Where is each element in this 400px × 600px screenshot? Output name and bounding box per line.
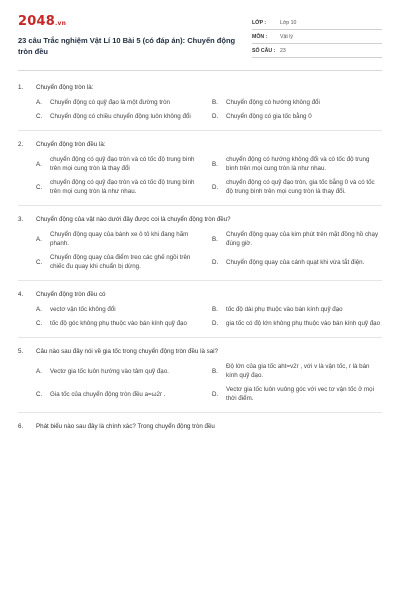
option-label: B. bbox=[212, 367, 218, 375]
option-label: A. bbox=[36, 235, 42, 243]
answer-option[interactable] bbox=[212, 362, 382, 380]
option-text: chuyển động có quỹ đạo tròn, gia tốc bằng 0 và có tốc độ trung bình trên mọi cung tròn là thay đổi. bbox=[226, 179, 375, 195]
option-label: D. bbox=[212, 113, 219, 120]
question-list bbox=[18, 83, 382, 431]
option-label: A. bbox=[36, 306, 42, 313]
meta-key: MÔN : bbox=[252, 33, 268, 40]
question-item bbox=[18, 347, 382, 403]
option-text: chuyển động có quỹ đạo tròn và có tốc độ trung bình trên mọi cung tròn là như nhau. bbox=[50, 179, 195, 195]
answer-option[interactable] bbox=[212, 155, 382, 173]
answer-option[interactable] bbox=[212, 178, 382, 196]
answer-option[interactable] bbox=[36, 362, 206, 380]
option-label: C. bbox=[36, 258, 43, 266]
option-text: Chuyển động quay của kim phút trên mặt đồng hồ chạy đúng giờ. bbox=[226, 231, 379, 247]
question-text: Câu nào sau đây nói về gia tốc trong chuyển động tròn đều là sai? bbox=[36, 348, 218, 355]
option-text: chuyển động có hướng không đổi và có tốc độ trung bình trên mọi cung tròn là như nhau. bbox=[226, 156, 370, 172]
option-text: Độ lớn của gia tốc aht=v2r , với v là vận tốc, r là bán kính quỹ đạo. bbox=[226, 363, 370, 379]
question-item bbox=[18, 215, 382, 271]
meta-value: Lớp 10 bbox=[280, 19, 297, 26]
option-text: Chuyển động có gia tốc bằng 0 bbox=[226, 113, 312, 120]
question-title bbox=[18, 347, 382, 356]
question-item bbox=[18, 290, 382, 328]
page-title: 23 câu Trắc nghiệm Vật Lí 10 Bài 5 (có đáp án): Chuyển động tròn đều bbox=[18, 36, 236, 56]
answer-option[interactable] bbox=[212, 230, 382, 248]
option-text: Gia tốc của chuyển động tròn đều a=ω2r . bbox=[50, 390, 166, 398]
option-text: tốc độ góc không phụ thuộc vào bán kính quỹ đạo bbox=[50, 320, 187, 327]
question-item bbox=[18, 422, 382, 431]
answer-option[interactable] bbox=[212, 112, 382, 121]
option-text: Chuyển động quay của bánh xe ô tô khi đang hãm phanh. bbox=[50, 231, 189, 247]
logo-main: 2048 bbox=[18, 14, 55, 29]
option-text: Vectơ gia tốc luôn vuông góc với vec tơ vận tốc ở mọi thời điểm. bbox=[226, 386, 374, 402]
answer-option[interactable] bbox=[36, 253, 206, 271]
question-text: Chuyển động tròn đều có bbox=[36, 291, 106, 298]
question-number: 4. bbox=[18, 291, 24, 298]
question-divider bbox=[18, 205, 382, 206]
option-label: D. bbox=[212, 183, 219, 191]
question-number: 2. bbox=[18, 141, 24, 148]
header-divider bbox=[18, 70, 382, 71]
option-label: A. bbox=[36, 99, 42, 106]
question-number: 6. bbox=[18, 423, 24, 430]
meta-value: Vật lý bbox=[280, 33, 293, 40]
answer-options bbox=[36, 362, 382, 403]
question-title bbox=[18, 215, 382, 224]
question-text: Phát biểu nào sau đây là chính xác? Trong chuyển động tròn đều bbox=[36, 423, 215, 430]
answer-option[interactable] bbox=[212, 305, 382, 314]
answer-option[interactable] bbox=[36, 230, 206, 248]
option-text: Chuyển động quay của điểm treo các ghế ngồi trên chiếc đu quay khi chuẩn bị dừng. bbox=[50, 254, 191, 270]
option-label: C. bbox=[36, 183, 43, 191]
question-number: 5. bbox=[18, 348, 24, 355]
question-divider bbox=[18, 280, 382, 281]
answer-option[interactable] bbox=[36, 112, 206, 121]
question-divider bbox=[18, 412, 382, 413]
option-text: vectơ vận tốc không đổi bbox=[50, 306, 116, 313]
option-text: tốc độ dài phụ thuộc vào bán kính quỹ đạo bbox=[226, 306, 343, 313]
meta-key: LỚP : bbox=[252, 19, 267, 26]
question-number: 1. bbox=[18, 84, 24, 91]
option-label: B. bbox=[212, 99, 218, 106]
answer-option[interactable] bbox=[36, 178, 206, 196]
meta-value: 23 bbox=[280, 47, 286, 54]
question-text: Chuyển động tròn đều là: bbox=[36, 141, 106, 148]
option-text: chuyển động có quỹ đạo tròn và có tốc độ trung bình trên mọi cung tròn là thay đổi bbox=[50, 156, 195, 172]
option-text: Chuyển động quay của cánh quạt khi vừa tắt điện. bbox=[226, 258, 365, 266]
answer-options bbox=[36, 230, 382, 271]
answer-option[interactable] bbox=[36, 305, 206, 314]
option-label: B. bbox=[212, 235, 218, 243]
answer-option[interactable] bbox=[212, 319, 382, 328]
question-title bbox=[18, 83, 382, 92]
option-text: Chuyển động có quỹ đạo là một đường tròn bbox=[50, 99, 170, 106]
option-label: B. bbox=[212, 306, 218, 313]
meta-row-count bbox=[252, 44, 382, 58]
option-text: Chuyển động có chiều chuyển động luôn không đổi bbox=[50, 113, 191, 120]
meta-row-class bbox=[252, 16, 382, 30]
option-label: C. bbox=[36, 390, 43, 398]
question-number: 3. bbox=[18, 216, 24, 223]
option-text: Chuyển động có hướng không đổi bbox=[226, 99, 320, 106]
header-left bbox=[18, 14, 248, 58]
answer-options bbox=[36, 155, 382, 196]
option-label: C. bbox=[36, 320, 43, 327]
option-text: gia tốc có độ lớn không phụ thuộc vào bán kính quỹ đạo bbox=[226, 320, 381, 327]
option-label: D. bbox=[212, 258, 219, 266]
option-label: A. bbox=[36, 367, 42, 375]
question-text: Chuyển động của vật nào dưới đây được coi là chuyển động tròn đều? bbox=[36, 216, 231, 223]
question-item bbox=[18, 140, 382, 196]
answer-option[interactable] bbox=[36, 155, 206, 173]
header bbox=[18, 14, 382, 58]
option-label: D. bbox=[212, 320, 219, 327]
answer-option[interactable] bbox=[212, 385, 382, 403]
meta-table bbox=[252, 16, 382, 58]
question-item bbox=[18, 83, 382, 121]
question-divider bbox=[18, 337, 382, 338]
meta-row-subject bbox=[252, 30, 382, 44]
question-title bbox=[18, 140, 382, 149]
option-label: D. bbox=[212, 390, 219, 398]
answer-option[interactable] bbox=[36, 98, 206, 107]
option-label: C. bbox=[36, 113, 43, 120]
answer-options bbox=[36, 98, 382, 121]
question-divider bbox=[18, 130, 382, 131]
answer-option[interactable] bbox=[212, 253, 382, 271]
question-text: Chuyển động tròn là: bbox=[36, 84, 94, 91]
answer-options bbox=[36, 305, 382, 328]
option-label: B. bbox=[212, 160, 218, 168]
answer-option[interactable] bbox=[36, 319, 206, 328]
answer-option[interactable] bbox=[212, 98, 382, 107]
meta-key: SỐ CÂU : bbox=[252, 47, 276, 54]
question-title bbox=[18, 290, 382, 299]
option-text: Vectơ gia tốc luôn hướng vào tâm quỹ đạo. bbox=[50, 367, 169, 375]
question-title bbox=[18, 422, 382, 431]
option-label: A. bbox=[36, 160, 42, 168]
answer-option[interactable] bbox=[36, 385, 206, 403]
site-logo[interactable] bbox=[18, 14, 248, 29]
logo-tld: .vn bbox=[54, 20, 67, 27]
